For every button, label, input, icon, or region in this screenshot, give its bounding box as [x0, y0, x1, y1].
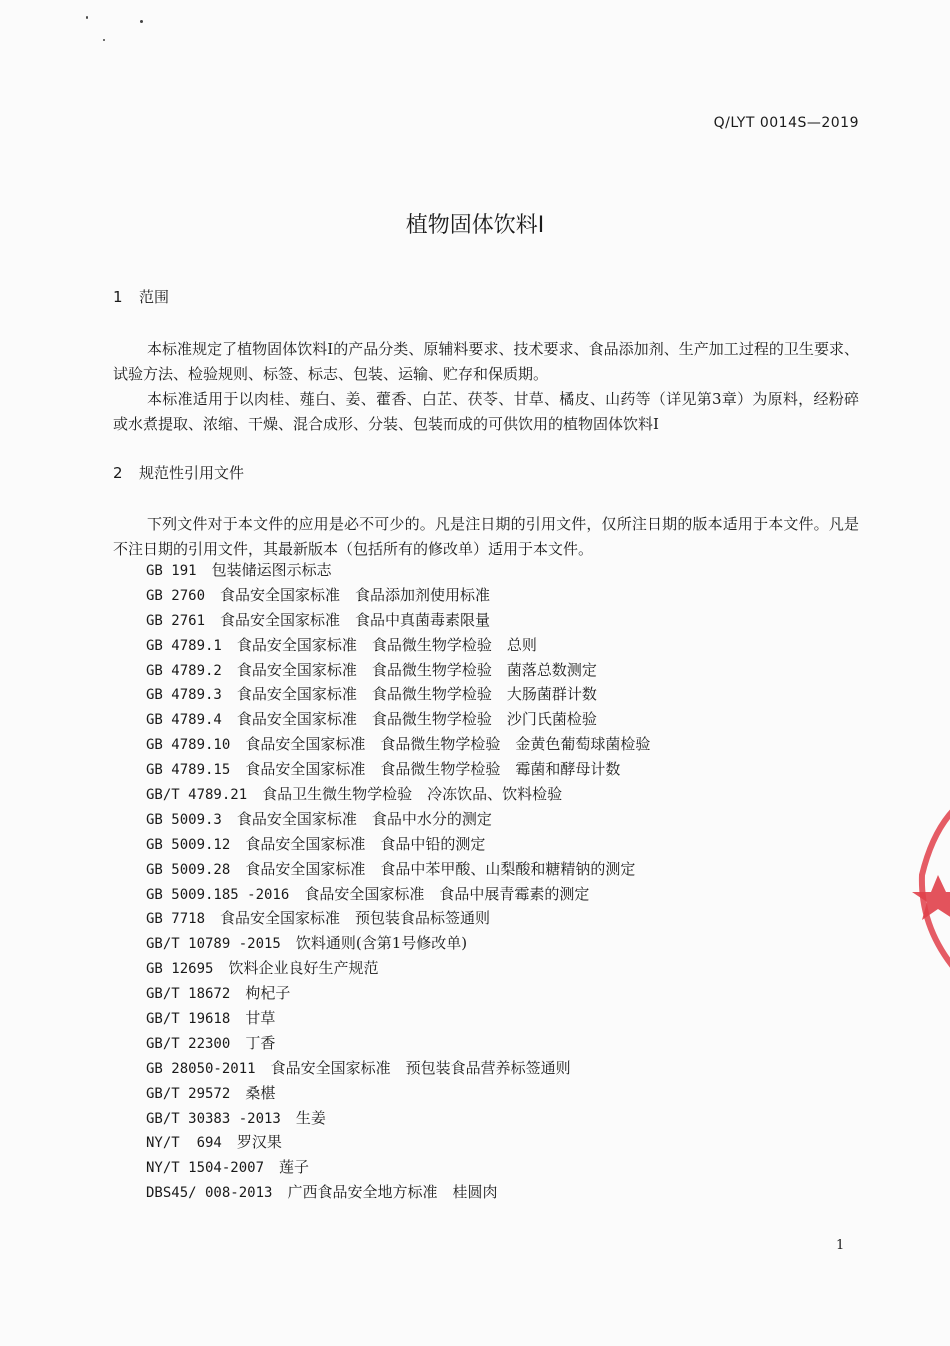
- reference-list: [146, 558, 650, 1205]
- reference-title: 食品安全国家标准 食品微生物学检验 沙门氏菌检验: [236, 710, 597, 729]
- scan-speck: [103, 39, 105, 41]
- reference-code: GB 4789.1: [146, 637, 222, 654]
- reference-code: NY/T 694: [146, 1135, 222, 1152]
- reference-title: 食品卫生微生物学检验 冷冻饮品、饮料检验: [262, 785, 563, 804]
- reference-code: GB 4789.3: [146, 687, 222, 704]
- reference-title: 食品安全国家标准 食品中苯甲酸、山梨酸和糖精钠的测定: [245, 859, 636, 878]
- scan-speck: [86, 16, 88, 19]
- reference-code: GB 5009.3: [146, 811, 222, 828]
- section-number: 1: [113, 288, 123, 306]
- reference-title: 食品安全国家标准 食品中展青霉素的测定: [304, 884, 590, 903]
- reference-item: [146, 682, 650, 707]
- reference-title: 桑椹: [245, 1083, 276, 1102]
- document-title: 植物固体饮料Ⅰ: [405, 213, 545, 238]
- reference-code: GB 28050-2011: [146, 1060, 256, 1077]
- reference-code: GB 2761: [146, 612, 206, 629]
- seal-star-icon: [912, 875, 950, 920]
- reference-code: GB 4789.4: [146, 712, 222, 729]
- reference-title: 食品安全国家标准 预包装食品标签通则: [220, 909, 491, 928]
- reference-title: 甘草: [245, 1009, 276, 1028]
- reference-item: [146, 857, 650, 882]
- reference-item: [146, 757, 650, 782]
- section-title: 范围: [139, 288, 170, 306]
- reference-item: [146, 956, 650, 981]
- reference-title: 罗汉果: [236, 1133, 282, 1152]
- reference-title: 广西食品安全地方标准 桂圆肉: [287, 1183, 498, 1202]
- reference-title: 食品安全国家标准 食品微生物学检验 大肠菌群计数: [236, 685, 597, 704]
- reference-code: GB/T 18672: [146, 986, 231, 1003]
- section-title: 规范性引用文件: [139, 464, 245, 482]
- reference-code: GB/T 30383 -2013: [146, 1110, 281, 1127]
- scan-speck: [140, 20, 143, 23]
- reference-code: GB 2760: [146, 587, 206, 604]
- reference-title: 食品安全国家标准 食品中水分的测定: [236, 809, 492, 828]
- reference-code: GB/T 10789 -2015: [146, 936, 281, 953]
- section-1-heading: [113, 286, 169, 307]
- reference-title: 饮料通则(含第1号修改单): [295, 934, 468, 953]
- reference-item: [146, 782, 650, 807]
- official-seal-fragment: [900, 780, 950, 980]
- reference-code: GB/T 22300: [146, 1035, 231, 1052]
- reference-code: DBS45/ 008-2013: [146, 1185, 273, 1202]
- reference-item: [146, 1006, 650, 1031]
- reference-code: GB/T 19618: [146, 1011, 231, 1028]
- references-intro: 下列文件对于本文件的应用是必不可少的。凡是注日期的引用文件，仅所注日期的版本适用于本文件。凡是不注日期的引用文件，其最新版本（包括所有的修改单）适用于本文件。: [113, 515, 859, 558]
- scope-paragraph: 本标准适用于以肉桂、薤白、姜、藿香、白芷、茯苓、甘草、橘皮、山药等（详见第3章）为原料，经粉碎或水煮提取、浓缩、干燥、混合成形、分装、包装而成的可供饮用的植物固体饮料Ⅰ: [113, 390, 859, 433]
- reference-code: GB 4789.15: [146, 762, 231, 779]
- reference-code: GB/T 29572: [146, 1085, 231, 1102]
- reference-code: GB 4789.2: [146, 662, 222, 679]
- reference-code: GB 7718: [146, 911, 206, 928]
- section-2-heading: [113, 462, 244, 483]
- reference-item: [146, 1130, 650, 1155]
- reference-title: 丁香: [245, 1033, 276, 1052]
- reference-item: [146, 981, 650, 1006]
- reference-item: [146, 906, 650, 931]
- reference-item: [146, 633, 650, 658]
- reference-code: GB/T 4789.21: [146, 787, 248, 804]
- reference-item: [146, 931, 650, 956]
- reference-item: [146, 1106, 650, 1131]
- reference-title: 食品安全国家标准 食品添加剂使用标准: [220, 585, 491, 604]
- reference-item: [146, 707, 650, 732]
- reference-title: 食品安全国家标准 食品微生物学检验 金黄色葡萄球菌检验: [245, 735, 651, 754]
- page-number: 1: [836, 1238, 845, 1253]
- reference-item: [146, 832, 650, 857]
- reference-code: NY/T 1504-2007: [146, 1160, 265, 1177]
- reference-item: [146, 1081, 650, 1106]
- reference-item: [146, 1180, 650, 1205]
- scope-paragraph: 本标准规定了植物固体饮料Ⅰ的产品分类、原辅料要求、技术要求、食品添加剂、生产加工过程的卫生要求、试验方法、检验规则、标签、标志、包装、运输、贮存和保质期。: [113, 340, 859, 383]
- reference-code: GB 5009.185 -2016: [146, 886, 290, 903]
- reference-title: 包装储运图示标志: [211, 561, 332, 579]
- standard-code: Q/LYT 0014S—2019: [713, 115, 859, 131]
- reference-item: [146, 608, 650, 633]
- reference-title: 饮料企业良好生产规范: [228, 959, 379, 978]
- reference-title: 生姜: [295, 1108, 326, 1127]
- reference-code: GB 4789.10: [146, 737, 231, 754]
- reference-code: GB 5009.12: [146, 836, 231, 853]
- reference-item: [146, 732, 650, 757]
- section-number: 2: [113, 464, 123, 482]
- reference-item: [146, 558, 650, 583]
- reference-code: GB 12695: [146, 961, 214, 978]
- reference-title: 食品安全国家标准 预包装食品营养标签通则: [270, 1058, 571, 1077]
- reference-code: GB 191: [146, 563, 197, 579]
- reference-item: [146, 583, 650, 608]
- reference-title: 食品安全国家标准 食品中真菌毒素限量: [220, 610, 491, 629]
- reference-item: [146, 658, 650, 683]
- reference-title: 食品安全国家标准 食品微生物学检验 菌落总数测定: [236, 660, 597, 679]
- reference-title: 食品安全国家标准 食品微生物学检验 总则: [236, 635, 537, 654]
- reference-title: 食品安全国家标准 食品中铅的测定: [245, 834, 486, 853]
- reference-title: 莲子: [279, 1158, 310, 1177]
- reference-title: 枸杞子: [245, 984, 291, 1003]
- reference-code: GB 5009.28: [146, 861, 231, 878]
- reference-item: [146, 1056, 650, 1081]
- reference-title: 食品安全国家标准 食品微生物学检验 霉菌和酵母计数: [245, 760, 621, 779]
- reference-item: [146, 807, 650, 832]
- reference-item: [146, 1155, 650, 1180]
- reference-item: [146, 1031, 650, 1056]
- reference-item: [146, 882, 650, 907]
